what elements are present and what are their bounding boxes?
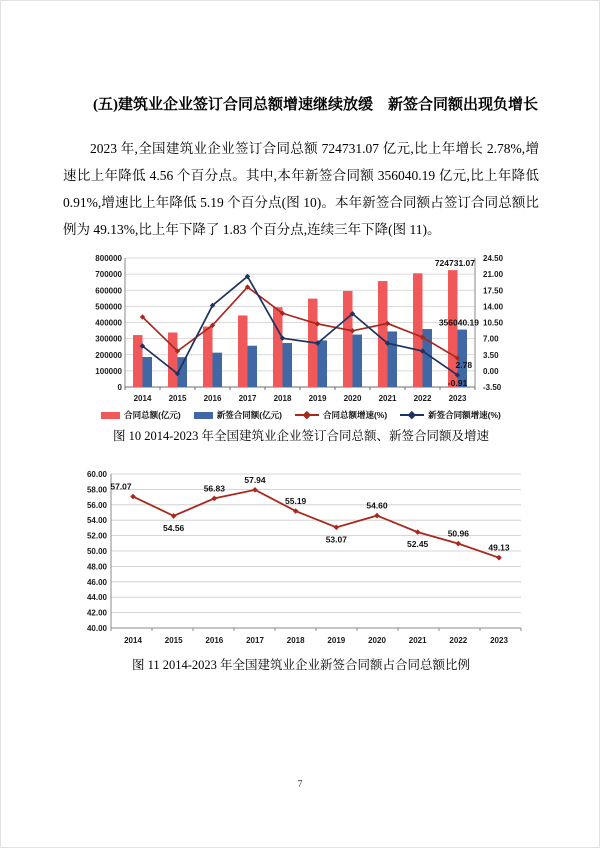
figure11-line-chart	[75, 466, 527, 650]
svg-text:52.00: 52.00	[86, 531, 107, 541]
svg-text:58.00: 58.00	[86, 485, 107, 495]
svg-text:2016: 2016	[205, 636, 224, 645]
svg-text:57.94: 57.94	[244, 474, 266, 485]
svg-text:0.00: 0.00	[483, 366, 499, 376]
navy-line-marker-icon	[400, 411, 424, 420]
page-content	[1, 1, 599, 673]
figure11-caption: 图 11 2014-2023 年全国建筑业企业新签合同额占合同总额比例	[131, 658, 471, 672]
legend-item-new-growth	[400, 409, 501, 421]
svg-text:700000: 700000	[95, 270, 122, 280]
svg-text:7.00: 7.00	[483, 334, 499, 344]
svg-text:2017: 2017	[238, 394, 257, 403]
svg-text:600000: 600000	[95, 286, 122, 296]
svg-text:2021: 2021	[408, 636, 427, 645]
svg-text:56.00: 56.00	[86, 500, 107, 510]
red-bar-swatch-icon	[101, 412, 120, 419]
svg-text:56.83: 56.83	[203, 483, 225, 494]
figure10-legend	[63, 409, 539, 421]
svg-text:17.50: 17.50	[483, 286, 504, 296]
svg-text:44.00: 44.00	[86, 593, 107, 603]
blue-bar-swatch-icon	[194, 412, 213, 419]
svg-text:2014: 2014	[124, 636, 142, 645]
svg-text:2020: 2020	[368, 636, 386, 645]
svg-text:100000: 100000	[95, 366, 122, 376]
legend-item-contract-total	[101, 409, 181, 421]
figure10-combo-chart	[91, 251, 511, 407]
svg-text:400000: 400000	[95, 318, 122, 328]
svg-text:2018: 2018	[273, 394, 292, 403]
svg-text:60.00: 60.00	[86, 470, 107, 479]
svg-text:49.13: 49.13	[488, 542, 510, 553]
red-line-marker-icon	[295, 411, 319, 420]
svg-text:2014: 2014	[133, 394, 152, 403]
svg-text:2017: 2017	[246, 636, 264, 645]
svg-text:54.60: 54.60	[366, 500, 388, 511]
svg-text:200000: 200000	[95, 350, 122, 360]
svg-text:2021: 2021	[378, 394, 397, 403]
svg-text:2022: 2022	[449, 636, 468, 645]
svg-text:-3.50: -3.50	[483, 383, 502, 392]
figure-10	[63, 251, 539, 444]
svg-text:-0.91: -0.91	[447, 378, 468, 389]
svg-text:500000: 500000	[95, 302, 122, 312]
svg-text:46.00: 46.00	[86, 577, 107, 587]
legend-label: 合同总额增速(%)	[322, 410, 388, 420]
svg-text:800000: 800000	[95, 254, 122, 263]
svg-text:2020: 2020	[343, 394, 362, 403]
svg-text:300000: 300000	[95, 334, 122, 344]
legend-item-new-contract	[194, 409, 282, 421]
svg-text:50.96: 50.96	[447, 528, 469, 539]
svg-text:2019: 2019	[327, 636, 346, 645]
legend-item-total-growth	[295, 409, 387, 421]
svg-text:42.00: 42.00	[86, 608, 107, 618]
svg-text:724731.07: 724731.07	[434, 258, 475, 269]
figure10-caption: 图 10 2014-2023 年全国建筑业企业签订合同总额、新签合同额及增速	[112, 429, 490, 443]
svg-text:53.07: 53.07	[325, 534, 347, 545]
svg-text:50.00: 50.00	[86, 547, 107, 556]
svg-text:2023: 2023	[448, 394, 467, 403]
svg-text:3.50: 3.50	[483, 350, 499, 360]
svg-text:21.00: 21.00	[483, 270, 504, 280]
svg-text:54.56: 54.56	[163, 522, 185, 533]
svg-text:54.00: 54.00	[86, 516, 107, 526]
figure-11	[63, 466, 539, 673]
svg-text:48.00: 48.00	[86, 562, 107, 572]
svg-text:10.50: 10.50	[483, 318, 504, 328]
svg-text:2023: 2023	[490, 636, 508, 645]
svg-text:55.19: 55.19	[285, 496, 307, 507]
svg-text:2.78: 2.78	[455, 360, 473, 371]
legend-label: 合同总额(亿元)	[124, 410, 181, 420]
svg-text:356040.19: 356040.19	[438, 317, 479, 328]
legend-label: 新签合同额增速(%)	[428, 410, 501, 420]
section-heading: (五)建筑业企业签订合同总额增速继续放缓 新签合同额出现负增长	[93, 97, 538, 113]
svg-text:2015: 2015	[168, 394, 187, 403]
svg-text:2022: 2022	[413, 394, 432, 403]
svg-text:57.07: 57.07	[110, 481, 132, 492]
svg-text:2018: 2018	[286, 636, 305, 645]
legend-label: 新签合同额(亿元)	[216, 410, 282, 420]
svg-text:14.00: 14.00	[483, 302, 504, 312]
svg-text:24.50: 24.50	[483, 254, 504, 263]
svg-text:2019: 2019	[308, 394, 327, 403]
svg-text:2016: 2016	[203, 394, 222, 403]
svg-text:52.45: 52.45	[407, 539, 429, 550]
svg-text:0: 0	[117, 383, 122, 392]
page-number: 7	[297, 779, 303, 790]
svg-text:40.00: 40.00	[86, 624, 107, 633]
body-paragraph: 2023 年,全国建筑业企业签订合同总额 724731.07 亿元,比上年增长 2.78%,增速比上年降低 4.56 个百分点。其中,本年新签合同额 356040.19 亿元,比上年降低 0.91%,增速比上年降低 5.19 个百分点(图 10)。本年新签合同额占签订合同总额比例为 49.13%,比上年下降了 1.83 个百分点,连续三年下降(图 11)。	[63, 141, 539, 237]
svg-text:2015: 2015	[164, 636, 183, 645]
